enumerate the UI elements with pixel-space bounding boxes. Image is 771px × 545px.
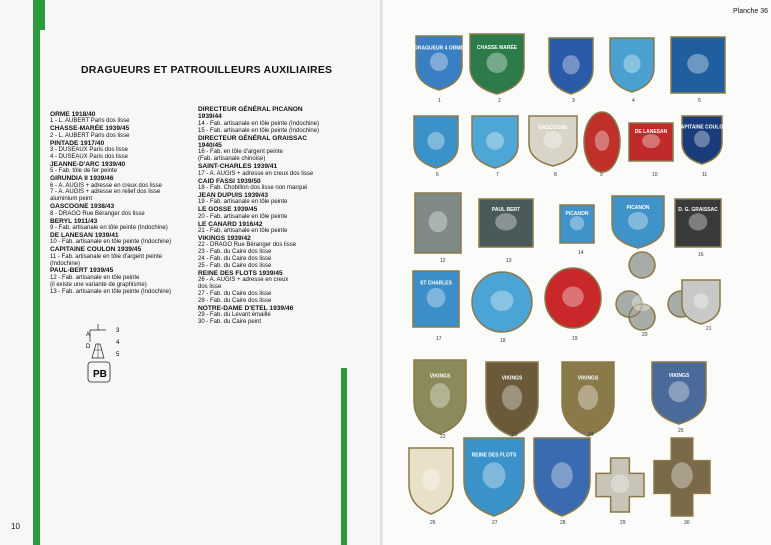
badge-number: 12 (440, 258, 446, 264)
badge-21 (680, 278, 722, 326)
badge-number: 19 (572, 336, 578, 342)
badge-image (470, 270, 534, 334)
entry-heading: REINE DES FLOTS 1939/45 (198, 269, 283, 277)
badge-11 (677, 114, 727, 166)
badge-image (650, 360, 708, 426)
entry-line: 14 - Fab. artisanale en tôle peinte (Indochine) (198, 120, 320, 127)
entry-line: dos lisse (198, 284, 222, 291)
badge-inscription: VIKINGS (668, 373, 690, 380)
badge-number: 6 (436, 172, 439, 178)
badge-number: 29 (620, 520, 626, 526)
badge-number: 22 (440, 434, 446, 440)
accent-bar-top (34, 0, 45, 30)
entry-line: 1 - L. AUBERT Paris dos lisse (50, 118, 130, 125)
badge-inscription: VIKINGS (501, 375, 523, 382)
entry-heading: PINTADE 1917/40 (50, 139, 105, 147)
badge-image (468, 32, 526, 96)
entry-line: 21 - Fab. artisanale en tôle peinte (198, 227, 288, 234)
badge-number: 23 (512, 432, 518, 438)
entry-heading: CAPITAINE COULON 1939/45 (50, 246, 142, 254)
badge-number: 10 (652, 172, 658, 178)
entry-heading: PAUL-BERT 1939/45 (50, 267, 114, 275)
badge-24 (560, 360, 616, 438)
entry-heading: ORME 1918/40 (50, 111, 96, 118)
entry-line: 19 - Fab. artisanale en tôle peinte (198, 199, 288, 206)
badge-3 (547, 36, 595, 96)
badge-image (557, 202, 597, 246)
badge-image (527, 114, 579, 168)
badge-9 (582, 110, 622, 174)
marking-diagram (84, 322, 124, 384)
entry-heading: SAINT-CHARLES 1939/41 (198, 163, 278, 171)
entry-line: (il existe une variante de graphisme) (50, 281, 147, 288)
badge-18 (470, 270, 534, 334)
badge-inscription: D. G. GRAISSAC (678, 206, 718, 213)
entry-line: 4 - DUSEAUX Paris dos lisse (50, 153, 129, 160)
badge-image (476, 196, 536, 250)
entry-heading: DIRECTEUR GÉNÉRAL PICANON (198, 106, 303, 113)
badge-image (407, 446, 455, 516)
badge-7 (470, 114, 520, 170)
badge-image (462, 436, 526, 518)
entry-line: 30 - Fab. du Caire peint (198, 319, 262, 326)
badge-17 (410, 268, 462, 330)
badge-inscription: PICANON (565, 210, 589, 217)
entry-heading: NOTRE-DAME D'ETEL 1939/46 (198, 304, 294, 312)
entry-line: 22 - DRAGO Rue Béranger dos lisse (198, 242, 297, 249)
badge-inscription: PAUL BERT (491, 206, 521, 213)
badge-number: 14 (578, 250, 584, 256)
badge-image (614, 278, 670, 330)
entry-heading: BERYL 1911/43 (50, 217, 98, 225)
badge-19 (543, 266, 603, 330)
badge-image (543, 266, 603, 330)
accent-bar-right (341, 368, 347, 545)
badge-inscription: ST CHARLES (420, 280, 452, 287)
entry-line: 24 - Fab. du Caire dos lisse (198, 256, 272, 263)
badge-image (652, 436, 712, 518)
badge-image (560, 360, 616, 438)
badge-inscription: DE LANESAN (634, 128, 668, 135)
entry-line: 29 - Fab. du Levant émaillé (198, 312, 271, 319)
badge-number: 28 (560, 520, 566, 526)
badge-6 (412, 114, 460, 170)
entry-line: 27 - Fab. du Caire dos lisse (198, 291, 272, 298)
entry-line: 26 - A. AUGIS + adresse en creux (198, 277, 289, 284)
badge-inscription: REINE DES FLOTS (471, 452, 517, 459)
badge-inscription: DRAGUEUR 4 ORME (414, 45, 464, 52)
badge-number: 13 (506, 258, 512, 264)
badge-inscription: GASCOGNE (538, 124, 568, 131)
badge-inscription: CAPITAINE COULON (677, 124, 727, 131)
badge-20 (614, 278, 670, 330)
badge-25 (650, 360, 708, 426)
badge-number: 21 (706, 326, 712, 332)
badge-image (677, 114, 727, 166)
entry-line: (Indochine) (50, 260, 81, 267)
entry-line: 16 - Fab. en tôle d'argent peinte (198, 149, 283, 156)
page-number-left: 10 (11, 522, 20, 531)
entry-heading: JEANNE-D'ARC 1939/40 (50, 160, 126, 168)
badge-4 (608, 36, 656, 94)
badge-image (412, 190, 464, 256)
badge-inscription: VIKINGS (429, 373, 451, 380)
badge-28 (532, 436, 592, 518)
badge-image (610, 194, 666, 250)
badge-number: 20 (642, 332, 648, 338)
badge-number: 2 (498, 98, 501, 104)
badge-inscription: VIKINGS (577, 375, 599, 382)
badge-image (532, 436, 592, 518)
entry-line: 6 - A. AUGIS + adresse en creux dos lisse (50, 182, 162, 189)
badge-number: 4 (632, 98, 635, 104)
entry-heading: 1939/44 (198, 113, 222, 121)
plate-label: Planche 36 (733, 8, 769, 15)
badge-29 (594, 456, 646, 514)
diagram-label-3: 3 (116, 328, 120, 334)
entry-line: (Fab. artisanale chinoise) (198, 156, 266, 163)
entry-heading: CHASSE-MARÉE 1939/45 (50, 125, 130, 133)
entry-heading: DIRECTEUR GÉNÉRAL GRAISSAC (198, 134, 308, 142)
entry-line: 8 - DRAGO Rue Béranger dos lisse (50, 210, 145, 217)
entry-line: aluminium peint (50, 196, 93, 203)
badge-image (547, 36, 595, 96)
badge-number: 16 (698, 252, 704, 258)
badge-15 (610, 194, 666, 250)
badge-number: 17 (436, 336, 442, 342)
entry-line: 18 - Fab. Chobillon dos lisse non marqué (198, 184, 308, 191)
badge-image (410, 268, 462, 330)
diagram-label-5: 5 (116, 352, 120, 358)
badge-number: 3 (572, 98, 575, 104)
entry-heading: JEAN DUPUIS 1939/43 (198, 191, 269, 199)
badge-number: 24 (588, 432, 594, 438)
badge-23 (484, 360, 540, 438)
badge-number: 30 (684, 520, 690, 526)
badge-image (412, 114, 460, 170)
badge-image (412, 358, 468, 436)
badge-image (668, 34, 728, 96)
badge-22 (412, 358, 468, 436)
badge-number: 5 (698, 98, 701, 104)
badge-number: 11 (702, 172, 708, 178)
badge-27 (462, 436, 526, 518)
entry-line: 23 - Fab. du Caire dos lisse (198, 249, 272, 256)
diagram-label-4: 4 (116, 340, 120, 346)
badge-image (626, 120, 676, 164)
text-column-2 (198, 106, 346, 326)
entry-heading: DE LANESAN 1939/41 (50, 231, 119, 239)
entry-line: 5 - Fab. tôle de fer peinte (50, 168, 118, 175)
badge-image (608, 36, 656, 94)
badge-2 (468, 32, 526, 96)
badge-16 (672, 196, 724, 250)
entry-heading: CAID FASSI 1939/50 (198, 177, 261, 185)
badge-30 (652, 436, 712, 518)
entry-line: 13 - Fab. artisanale en tôle peinte (Indochine) (50, 288, 172, 295)
entry-heading: GASCOGNE 1938/43 (50, 203, 115, 211)
badge-8 (527, 114, 579, 168)
entry-line: 11 - Fab. artisanale en tôle d'argent peinte (50, 253, 163, 260)
entry-line: 3 - DUSEAUX Paris dos lisse (50, 147, 129, 154)
badge-image (582, 110, 622, 174)
badge-inscription: PICANON (626, 205, 650, 212)
entry-line: 10 - Fab. artisanale en tôle peinte (Indochine) (50, 239, 172, 246)
badge-1 (414, 34, 464, 92)
left-page (0, 0, 383, 545)
entry-line: 2 - L. AUBERT Paris dos lisse (50, 132, 130, 139)
diagram-label-a: A (86, 332, 91, 338)
badge-image (672, 196, 724, 250)
entry-line: 17 - A. AUGIS + adresse en creux dos lisse (198, 170, 314, 177)
badge-number: 8 (554, 172, 557, 178)
badge-10 (626, 120, 676, 164)
badge-5 (668, 34, 728, 96)
badge-number: 25 (678, 428, 684, 434)
entry-line: 7 - A. AUGIS + adresse en relief dos lisse (50, 189, 161, 196)
badge-image (484, 360, 540, 438)
badge-image (680, 278, 722, 326)
entry-line: 28 - Fab. du Caire dos lisse (198, 297, 272, 304)
badge-number: 9 (600, 172, 603, 178)
badge-26 (407, 446, 455, 516)
badge-image (594, 456, 646, 514)
badge-number: 1 (438, 98, 441, 104)
entry-line: 25 - Fab. du Caire dos lisse (198, 262, 272, 269)
entry-line: 15 - Fab. artisanale en tôle peinte (Indochine) (198, 127, 320, 134)
badge-image (414, 34, 464, 92)
badge-inscription: CHASSE MARÉE (476, 44, 518, 51)
entry-heading: LE CANARD 1916/42 (198, 220, 263, 228)
diagram-label-d: D (86, 344, 91, 350)
badge-number: 26 (430, 520, 436, 526)
badge-12 (412, 190, 464, 256)
badge-number: 18 (500, 338, 506, 344)
badge-number: 27 (492, 520, 498, 526)
badge-13 (476, 196, 536, 250)
entry-heading: LE GOSSE 1939/45 (198, 206, 258, 214)
entry-heading: GIRUNDIA II 1939/46 (50, 175, 114, 183)
entry-line: 9 - Fab. artisanale en tôle peinte (Indochine) (50, 225, 168, 231)
text-column-1 (50, 111, 196, 296)
badge-image (470, 114, 520, 170)
entry-heading: 1940/45 (198, 142, 222, 150)
entry-heading: VIKINGS 1939/42 (198, 234, 251, 242)
badge-14 (557, 202, 597, 246)
badge-number: 7 (496, 172, 499, 178)
accent-bar (33, 0, 40, 545)
entry-line: 20 - Fab. artisanale en tôle peinte (198, 213, 288, 220)
monogram-mark: PB (93, 369, 107, 380)
entry-line: 12 - Fab. artisanale en tôle peinte (50, 274, 140, 281)
page-title: DRAGUEURS ET PATROUILLEURS AUXILIAIRES (81, 64, 333, 76)
